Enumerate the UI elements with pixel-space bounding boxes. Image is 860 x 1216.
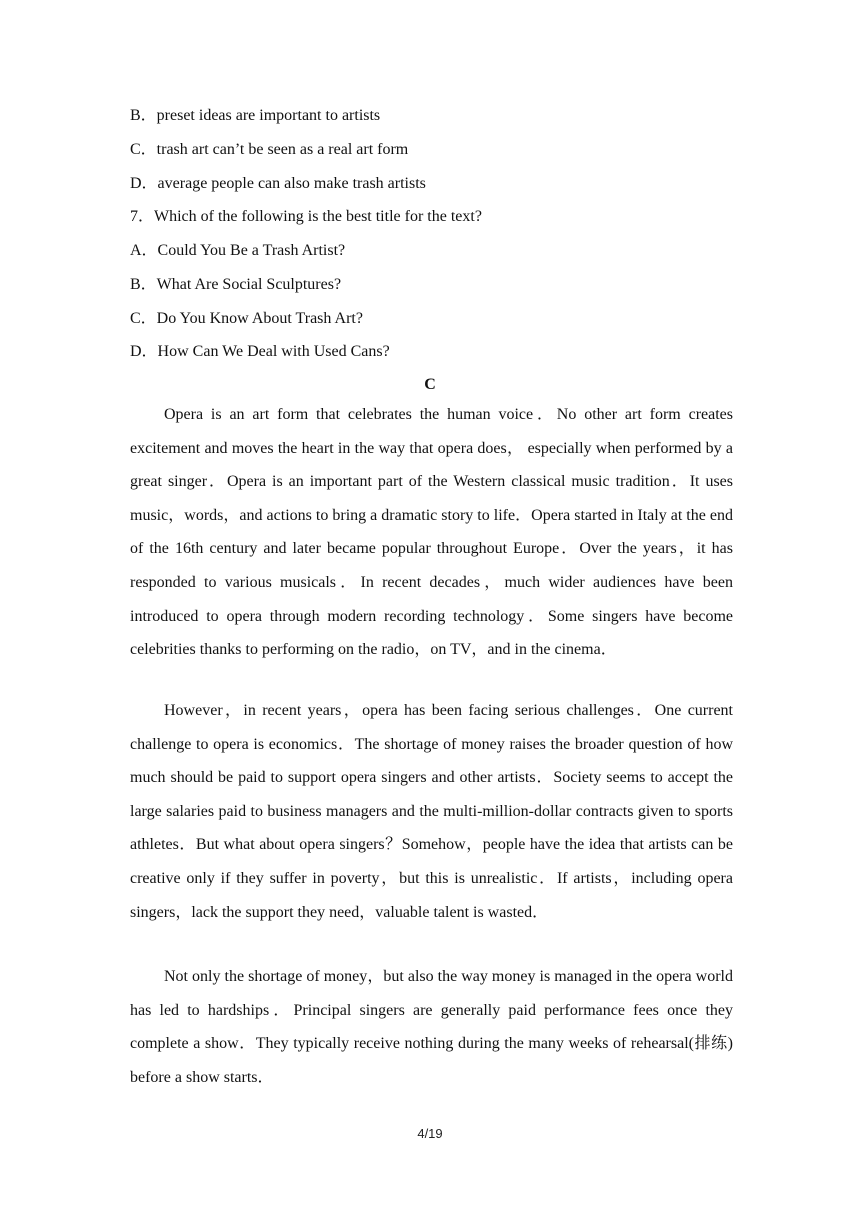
question-7-option-d: D．How Can We Deal with Used Cans? bbox=[130, 343, 390, 360]
paragraph-2: However，in recent years，opera has been facing serious challenges．One current challenge to opera is economics．The shortage of money raises the broader question of how much should be paid to support opera singers and other artists．Society seems to accept the large salaries paid to business managers and the multi-million-dollar contracts given to sports athletes．But what about opera singers？Somehow，people have the idea that artists can be creative only if they suffer in poverty，but this is unrealistic．If artists，including opera singers，lack the support they need，valuable talent is wasted． bbox=[130, 702, 733, 921]
paragraph-3: Not only the shortage of money，but also the way money is managed in the opera world has led to hardships．Principal singers are generally paid performance fees once they complete a show．They typically receive nothing during the many weeks of rehearsal(排练) before a show starts． bbox=[130, 968, 734, 1086]
section-heading: C bbox=[424, 376, 436, 393]
question-7-stem: 7．Which of the following is the best title for the text? bbox=[130, 208, 482, 225]
question-7-option-b: B．What Are Social Sculptures? bbox=[130, 276, 342, 293]
option-b-prev: B．preset ideas are important to artists bbox=[130, 107, 381, 124]
option-c-prev: C．trash art can’t be seen as a real art form bbox=[130, 141, 409, 158]
option-d-prev: D．average people can also make trash artists bbox=[130, 175, 426, 192]
paragraph-1: Opera is an art form that celebrates the human voice．No other art form creates excitement and moves the heart in the way that opera does， especially when performed by a great singer．Opera is an important part of the Western classical music tradition．It uses music，words，and actions to bring a dramatic story to life．Opera started in Italy at the end of the 16th century and later became popular throughout Europe．Over the years，it has responded to various musicals．In recent decades，much wider audiences have been introduced to opera through modern recording technology．Some singers have become celebrities thanks to performing on the radio，on TV，and in the cinema． bbox=[130, 406, 733, 659]
page-number: 4/19 bbox=[417, 1126, 443, 1141]
question-7-option-c: C．Do You Know About Trash Art? bbox=[130, 310, 363, 327]
question-7-option-a: A．Could You Be a Trash Artist? bbox=[130, 242, 346, 259]
